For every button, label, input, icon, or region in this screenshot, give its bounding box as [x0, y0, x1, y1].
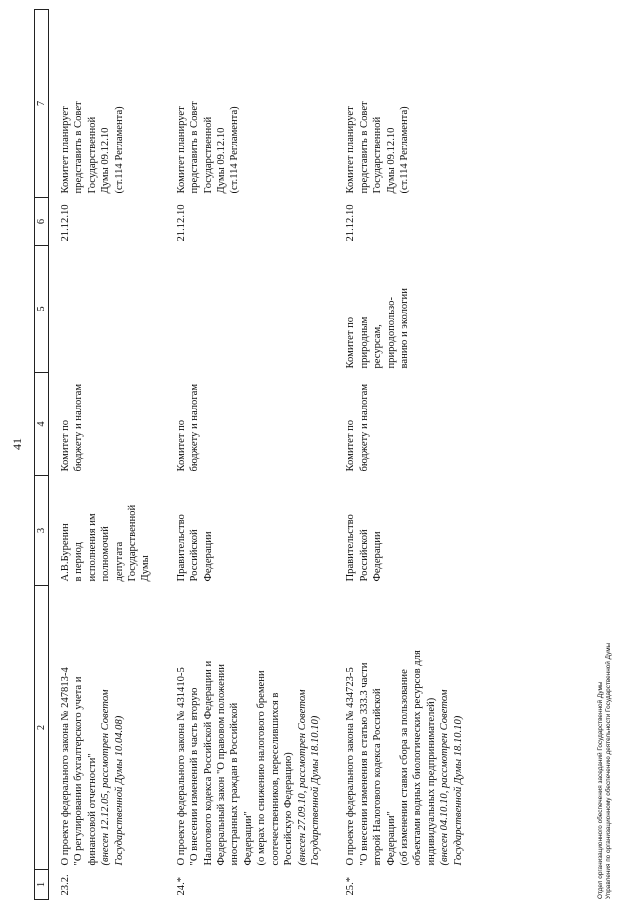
note-line: Думы 09.12.10 — [385, 127, 397, 194]
initiator-line: Государственной — [127, 504, 139, 582]
bill-note-line: Государственной Думы 18.10.10) — [309, 715, 321, 866]
committee-line: бюджету и налогам — [73, 383, 85, 472]
bill-line: Федеральный закон "О правовом положении — [216, 664, 228, 866]
table-row — [334, 10, 477, 900]
note-line: (ст.114 Регламента) — [398, 106, 410, 194]
co-committee-line: природным — [358, 316, 370, 369]
responsible-committee — [49, 373, 165, 476]
bill-description — [165, 586, 334, 870]
initiator — [49, 476, 165, 586]
committee-line: бюджету и налогам — [358, 383, 370, 472]
bill-line: О проекте федерального закона № 247813-4 — [60, 667, 71, 866]
initiator-line: в период — [73, 542, 85, 582]
column-header-2: 2 — [35, 586, 49, 870]
row-number: 25.* — [345, 876, 357, 896]
co-committee-line: ресурсам, — [372, 324, 384, 369]
co-committee-line: природопользо- — [385, 296, 397, 369]
note-line: Комитет планирует — [345, 106, 357, 194]
table-row — [165, 10, 334, 900]
bill-line: "О регулировании бухгалтерского учета и — [73, 676, 85, 866]
note-line: (ст.114 Регламента) — [113, 106, 125, 194]
initiator — [334, 476, 477, 586]
initiator-line: Российской — [358, 529, 370, 582]
note-line: Комитет планирует — [175, 106, 187, 194]
bill-note-line: (внесен 04.10.10, рассмотрен Советом — [439, 689, 451, 866]
initiator-line: Правительство — [175, 514, 187, 582]
date: 21.12.10 — [345, 204, 357, 242]
bill-line: соотечественников, переселившихся в — [269, 692, 281, 866]
bill-description — [334, 586, 477, 870]
committee-note — [334, 10, 477, 198]
bill-line: Российскую Федерацию) — [283, 752, 295, 866]
bill-line: (о мерах по снижению налогового бремени — [256, 670, 268, 866]
initiator-line: Правительство — [345, 514, 357, 582]
bill-line: "О внесении изменения в статью 333.3 части — [358, 662, 370, 866]
note-line: Государственной — [372, 116, 384, 194]
bill-line: объектами водных биологических ресурсов для — [412, 650, 424, 866]
bills-table — [34, 9, 477, 900]
responsible-committee — [165, 373, 334, 476]
bill-note-line: Государственной Думы 18.10.10) — [452, 715, 464, 866]
initiator-line: Федерации — [202, 531, 214, 582]
initiator-line: полномочий — [100, 526, 112, 582]
initiator-line: Российской — [189, 529, 201, 582]
table-header-row — [35, 10, 49, 900]
co-executor-committee — [49, 246, 165, 373]
bill-line: финансовой отчетности" — [86, 753, 98, 866]
column-header-7: 7 — [35, 10, 49, 198]
column-header-1: 1 — [35, 870, 49, 900]
co-executor-committee — [165, 246, 334, 373]
committee-note — [165, 10, 334, 198]
initiator-line: исполнения им — [86, 513, 98, 582]
bill-note-line: Государственной Думы 10.04.08) — [113, 715, 125, 866]
footer-line-1: Отдел организационного обеспечения заседаний Государственной Думы — [597, 681, 604, 899]
note-line: Комитет планирует — [60, 106, 71, 194]
bill-line: (об изменении ставки сбора за пользование — [398, 669, 410, 866]
bill-line: иностранных граждан в Российской — [229, 702, 241, 866]
table-body — [49, 10, 477, 900]
footer-line-2: Управления по организационному обеспечению деятельности Государственной Думы — [605, 642, 612, 899]
committee-line: Комитет по — [60, 419, 71, 472]
date: 21.12.10 — [60, 204, 71, 242]
initiator-line: А.В.Буренин — [60, 523, 71, 582]
row-number: 23.2. — [60, 874, 71, 896]
note-line: представить в Совет — [358, 101, 370, 194]
bill-description — [49, 586, 165, 870]
bill-line: Налогового кодекса Российской Федерации и — [202, 660, 214, 866]
bill-note-line: (внесен 27.09.10, рассмотрен Советом — [296, 689, 308, 866]
row-number: 24.* — [175, 876, 187, 896]
footer — [597, 643, 613, 899]
bill-line: второй Налогового кодекса Российской — [372, 688, 384, 866]
bill-line: О проекте федерального закона № 431410-5 — [175, 667, 187, 866]
initiator — [165, 476, 334, 586]
note-line: Думы 09.12.10 — [100, 127, 112, 194]
bill-line: индивидуальных предпринимателей) — [425, 697, 437, 866]
committee-note — [49, 10, 165, 198]
note-line: Государственной — [202, 116, 214, 194]
initiator-line: Думы — [140, 555, 152, 582]
initiator-line: Федерации — [372, 531, 384, 582]
bill-line: Федерации" — [242, 811, 254, 866]
co-committee-line: Комитет по — [345, 316, 357, 369]
table-row — [49, 10, 165, 900]
bill-note-line: (внесен 12.12.05, рассмотрен Советом — [100, 689, 112, 866]
note-line: представить в Совет — [189, 101, 201, 194]
column-header-3: 3 — [35, 476, 49, 586]
column-header-6: 6 — [35, 198, 49, 246]
responsible-committee — [334, 373, 477, 476]
bill-line: "О внесении изменений в часть вторую — [189, 687, 201, 866]
co-committee-line: ванию и экологии — [398, 288, 410, 369]
note-line: (ст.114 Регламента) — [229, 106, 241, 194]
initiator-line: депутата — [113, 541, 125, 582]
page-number: 41 — [10, 438, 24, 450]
committee-line: Комитет по — [345, 419, 357, 472]
column-header-5: 5 — [35, 246, 49, 373]
column-header-4: 4 — [35, 373, 49, 476]
note-line: Думы 09.12.10 — [216, 127, 228, 194]
note-line: представить в Совет — [73, 101, 85, 194]
bill-line: О проекте федерального закона № 434723-5 — [345, 667, 357, 866]
committee-line: бюджету и налогам — [189, 383, 201, 472]
bill-line: Федерации" — [385, 811, 397, 866]
note-line: Государственной — [86, 116, 98, 194]
committee-line: Комитет по — [175, 419, 187, 472]
date: 21.12.10 — [175, 204, 187, 242]
co-executor-committee — [334, 246, 477, 373]
